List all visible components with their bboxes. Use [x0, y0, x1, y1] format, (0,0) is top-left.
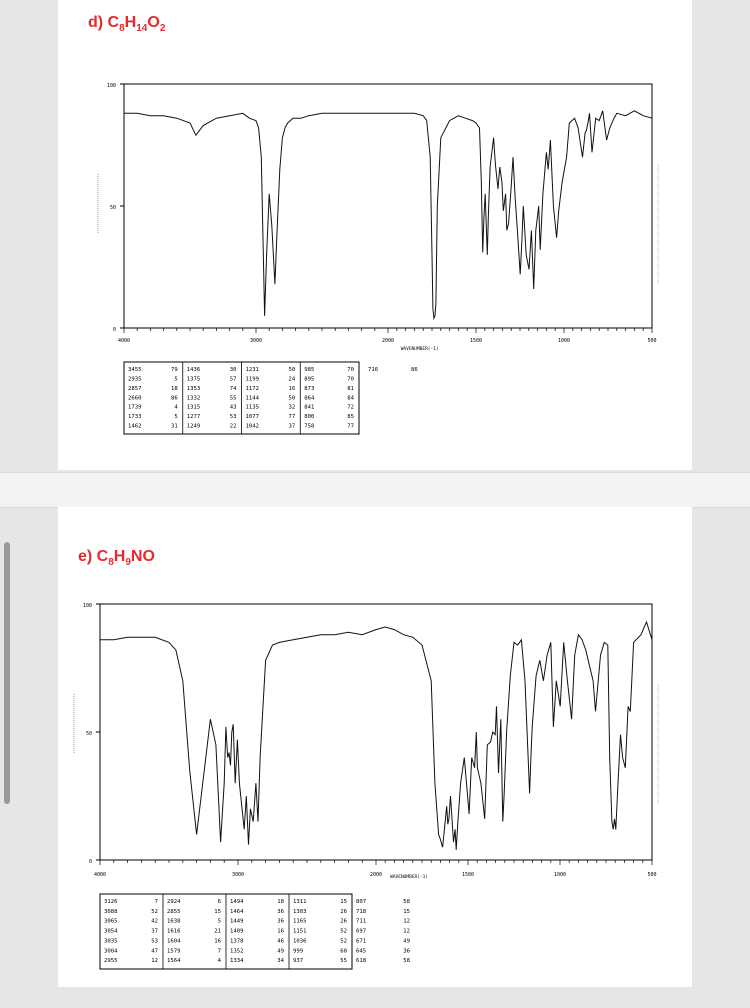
x-axis-label: WAVENUMBER(-1) — [400, 347, 439, 352]
peak-transmittance: 52 — [340, 938, 347, 945]
formula-part: O — [147, 14, 160, 31]
peak-wavenumber: 1144 — [245, 395, 259, 402]
peak-wavenumber: 3054 — [104, 928, 118, 935]
peak-wavenumber: 985 — [304, 367, 315, 373]
spectrum-line — [100, 622, 652, 850]
formula-part: C — [96, 548, 109, 565]
peak-transmittance: 37 — [288, 423, 296, 430]
peak-wavenumber: 1077 — [245, 414, 259, 421]
peak-wavenumber: 1638 — [167, 918, 181, 925]
y-tick-label: 50 — [85, 731, 92, 737]
peak-transmittance: 49 — [403, 938, 410, 945]
peak-wavenumber: 999 — [293, 948, 304, 955]
peak-wavenumber: 1564 — [167, 958, 181, 965]
peak-wavenumber: 3035 — [104, 938, 118, 945]
x-tick-label: 500 — [647, 872, 657, 878]
peak-transmittance: 81 — [347, 385, 354, 392]
peak-wavenumber: 937 — [293, 958, 304, 965]
y-tick-label: 100 — [106, 83, 116, 89]
peak-wavenumber: 1332 — [186, 395, 201, 402]
x-tick-label: 2000 — [381, 338, 395, 344]
peak-wavenumber: 1353 — [186, 385, 201, 392]
peak-transmittance: 15 — [340, 899, 347, 905]
peak-transmittance: 46 — [277, 938, 284, 945]
peak-wavenumber: 1378 — [230, 938, 244, 945]
x-tick-label: 1000 — [553, 872, 567, 878]
x-tick-label: 4000 — [93, 872, 107, 878]
peak-wavenumber: 716 — [368, 367, 379, 373]
x-tick-label: 1000 — [557, 338, 571, 344]
peak-transmittance: 16 — [277, 928, 284, 935]
peak-transmittance: 53 — [229, 414, 237, 421]
x-tick-label: 2000 — [369, 872, 383, 878]
peak-wavenumber: 841 — [304, 404, 315, 411]
peak-transmittance: 22 — [229, 423, 237, 430]
x-axis-label: WAVENUMBER(-1) — [390, 875, 429, 880]
peak-wavenumber: 711 — [356, 918, 367, 925]
peak-transmittance: 79 — [171, 367, 178, 373]
peak-wavenumber: 718 — [356, 908, 367, 915]
x-tick-label: 4000 — [117, 338, 131, 344]
peak-transmittance: 52 — [340, 928, 347, 935]
peak-wavenumber: 3455 — [128, 367, 142, 373]
y-tick-label: 100 — [82, 603, 92, 609]
peak-transmittance: 12 — [403, 928, 410, 935]
peak-wavenumber: 1449 — [230, 918, 244, 925]
x-tick-label: 1500 — [469, 338, 483, 344]
peak-wavenumber: 1579 — [167, 948, 181, 955]
peak-transmittance: 7 — [217, 948, 221, 955]
peak-wavenumber: 1604 — [167, 938, 181, 945]
peak-transmittance: 18 — [171, 385, 178, 392]
formula-part: C — [107, 14, 120, 31]
peak-wavenumber: 3065 — [104, 918, 118, 925]
peak-wavenumber: 1303 — [293, 908, 307, 915]
peak-transmittance: 4 — [174, 404, 178, 411]
peak-wavenumber: 2935 — [128, 376, 142, 383]
peak-transmittance: 86 — [171, 395, 178, 402]
peak-wavenumber: 3126 — [104, 899, 118, 905]
peak-transmittance: 37 — [151, 928, 158, 935]
peak-wavenumber: 3004 — [104, 948, 118, 955]
x-tick-label: 3000 — [231, 872, 245, 878]
peak-wavenumber: 1436 — [186, 367, 201, 373]
peak-transmittance: 50 — [288, 367, 296, 373]
peak-wavenumber: 2955 — [104, 958, 118, 965]
peak-wavenumber: 1334 — [230, 958, 244, 965]
peak-transmittance: 18 — [277, 899, 284, 905]
peak-transmittance: 12 — [151, 958, 158, 965]
peak-wavenumber: 645 — [356, 948, 367, 955]
peak-transmittance: 55 — [340, 958, 347, 965]
peak-wavenumber: 1249 — [186, 423, 201, 430]
peak-wavenumber: 1739 — [128, 404, 142, 411]
peak-wavenumber: 873 — [304, 385, 315, 392]
peak-wavenumber: 1616 — [167, 928, 181, 935]
formula-part: 9 — [125, 557, 131, 569]
peak-wavenumber: 1409 — [230, 928, 244, 935]
peak-wavenumber: 2857 — [128, 385, 142, 392]
peak-transmittance: 36 — [403, 948, 410, 955]
peak-transmittance: 55 — [229, 395, 237, 402]
peak-wavenumber: 1042 — [245, 423, 259, 430]
peak-transmittance: 6 — [217, 899, 221, 905]
peak-wavenumber: 1135 — [245, 404, 259, 411]
peak-wavenumber: 2660 — [128, 395, 142, 402]
peak-transmittance: 5 — [174, 376, 178, 383]
x-tick-label: 500 — [647, 338, 657, 344]
peak-wavenumber: 2924 — [167, 899, 181, 905]
peak-wavenumber: 1352 — [230, 948, 244, 955]
peak-transmittance: 74 — [229, 385, 237, 392]
peak-wavenumber: 1311 — [293, 899, 307, 905]
peak-transmittance: 42 — [151, 918, 158, 925]
peak-wavenumber: 1172 — [245, 385, 259, 392]
peak-transmittance: 60 — [340, 948, 347, 955]
peak-transmittance: 36 — [277, 918, 284, 925]
peak-wavenumber: 1464 — [230, 908, 244, 915]
peak-wavenumber: 2855 — [167, 908, 181, 915]
peak-transmittance: 70 — [347, 367, 354, 373]
formula-part: 14 — [136, 23, 148, 35]
peak-transmittance: 30 — [229, 367, 237, 373]
peak-transmittance: 26 — [340, 918, 347, 925]
peak-wavenumber: 697 — [356, 928, 367, 935]
formula-part: 2 — [159, 23, 166, 35]
peak-transmittance: 32 — [288, 404, 296, 411]
peak-transmittance: 85 — [347, 414, 354, 421]
peak-transmittance: 5 — [217, 918, 221, 925]
x-tick-label: 1500 — [461, 872, 475, 878]
formula-part: 8 — [108, 557, 114, 569]
peak-table — [100, 894, 411, 969]
peak-transmittance: 53 — [151, 938, 158, 945]
peak-wavenumber: 864 — [304, 395, 315, 402]
peak-transmittance: 43 — [229, 404, 237, 411]
peak-transmittance: 16 — [288, 385, 296, 392]
peak-transmittance: 15 — [214, 908, 221, 915]
peak-wavenumber: 1277 — [186, 414, 201, 421]
peak-transmittance: 34 — [277, 958, 284, 965]
peak-transmittance: 77 — [347, 423, 354, 430]
peak-wavenumber: 1375 — [186, 376, 201, 383]
peak-transmittance: 15 — [403, 908, 410, 915]
peak-wavenumber: 1231 — [245, 367, 259, 373]
x-tick-label: 3000 — [249, 338, 263, 344]
peak-transmittance: 57 — [229, 376, 237, 383]
spectrum-label-prefix: d) — [88, 14, 108, 31]
peak-transmittance: 52 — [151, 908, 158, 915]
peak-transmittance: 72 — [347, 404, 354, 411]
peak-wavenumber: 3088 — [104, 908, 118, 915]
peak-transmittance: 31 — [171, 423, 178, 430]
peak-wavenumber: 758 — [304, 423, 315, 430]
peak-wavenumber: 895 — [304, 376, 315, 383]
peak-transmittance: 50 — [288, 395, 296, 402]
peak-transmittance: 36 — [277, 908, 284, 915]
formula-part: 8 — [119, 23, 125, 35]
peak-wavenumber: 1151 — [293, 928, 307, 935]
peak-wavenumber: 1199 — [245, 376, 259, 383]
peak-wavenumber: 1494 — [230, 899, 244, 905]
y-tick-label: 0 — [88, 859, 92, 865]
plot-frame — [100, 604, 652, 860]
peak-transmittance: 77 — [288, 414, 296, 421]
peak-transmittance: 16 — [214, 938, 221, 945]
y-tick-label: 0 — [112, 327, 116, 333]
peak-transmittance: 70 — [347, 376, 354, 383]
peak-transmittance: 58 — [403, 958, 410, 965]
y-tick-label: 50 — [109, 205, 116, 211]
formula-part: NO — [130, 548, 155, 565]
peak-transmittance: 7 — [154, 899, 158, 905]
peak-wavenumber: 1165 — [293, 918, 307, 925]
formula-part: H — [124, 14, 137, 31]
peak-transmittance: 84 — [347, 395, 354, 402]
peak-wavenumber: 671 — [356, 938, 367, 945]
peak-wavenumber: 1733 — [128, 414, 142, 421]
peak-transmittance: 24 — [288, 376, 296, 383]
peak-wavenumber: 1462 — [128, 423, 142, 430]
peak-wavenumber: 1315 — [186, 404, 201, 411]
peak-wavenumber: 807 — [356, 899, 367, 905]
spectrum-label-prefix: e) — [78, 548, 97, 565]
peak-transmittance: 5 — [174, 414, 178, 421]
peak-transmittance: 86 — [411, 367, 418, 373]
peak-wavenumber: 1036 — [293, 938, 307, 945]
peak-wavenumber: 618 — [356, 958, 367, 965]
peak-transmittance: 21 — [214, 928, 221, 935]
peak-transmittance: 4 — [217, 958, 221, 965]
peak-transmittance: 49 — [277, 948, 284, 955]
peak-wavenumber: 800 — [304, 414, 315, 421]
formula-part: H — [113, 548, 126, 565]
peak-transmittance: 47 — [151, 948, 158, 955]
peak-transmittance: 12 — [403, 918, 410, 925]
peak-transmittance: 58 — [403, 899, 410, 905]
peak-transmittance: 26 — [340, 908, 347, 915]
